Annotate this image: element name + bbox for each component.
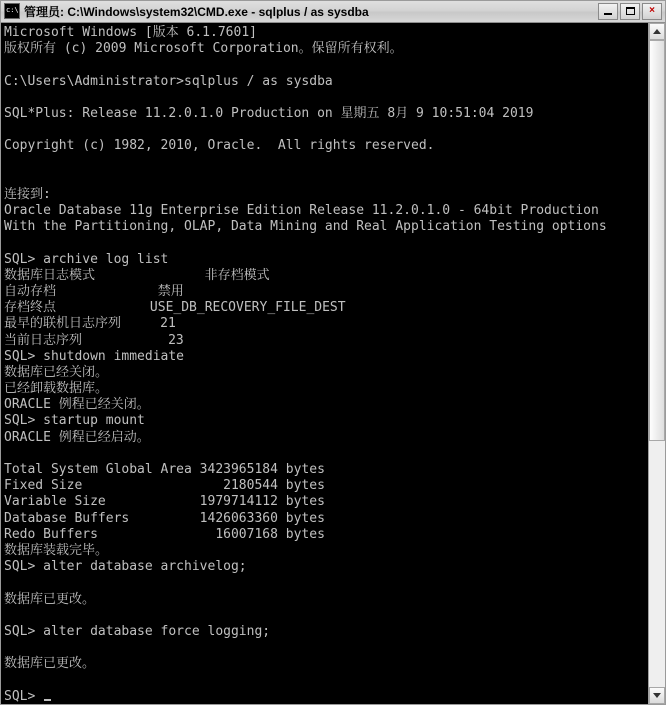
console-line [4,122,648,138]
console-line: 当前日志序列 23 [4,332,184,348]
maximize-icon [626,7,635,15]
window-title: 管理员: C:\Windows\system32\CMD.exe - sqlplus / as sysdba [24,4,369,19]
console-line: 数据库已经关闭。 [4,364,109,380]
console-line: Variable Size 1979714112 bytes [4,494,325,510]
console-line: Microsoft Windows [版本 6.1.7601] [4,24,257,40]
console-line: SQL> alter database archivelog; [4,559,247,575]
maximize-button[interactable] [620,3,640,20]
minimize-icon [604,13,612,15]
console-line: 数据库日志模式 非存档模式 [4,267,270,283]
scrollbar-track[interactable] [649,40,665,687]
console-line: SQL> [4,689,648,704]
console-line: 存档终点 USE_DB_RECOVERY_FILE_DEST [4,300,346,316]
console-line [4,446,648,462]
console-line: SQL> shutdown immediate [4,348,185,364]
window-titlebar[interactable] [1,1,665,23]
scroll-down-button[interactable] [649,687,665,704]
console-line [4,57,648,73]
console-line: 数据库已更改。 [4,656,96,672]
console-line: C:\Users\Administrator>sqlplus / as sysdba [4,73,333,89]
console-line: With the Partitioning, OLAP, Data Mining and Real Application Testing options [4,219,607,235]
console-line: 自动存档 禁用 [4,283,184,299]
scroll-up-button[interactable] [649,23,665,40]
console-line [4,90,648,106]
minimize-button[interactable] [598,3,618,20]
console-line [4,171,648,187]
close-button[interactable]: × [642,3,662,20]
text-cursor [44,699,51,701]
console-line: ORACLE 例程已经启动。 [4,429,150,445]
console-line [4,608,648,624]
console-line: Redo Buffers 16007168 bytes [4,526,325,542]
console-icon [4,3,20,19]
console-line: ORACLE 例程已经关闭。 [4,397,150,413]
console-line: 已经卸载数据库。 [4,381,109,397]
console-line [4,154,648,170]
chevron-down-icon [653,693,661,698]
console-line: Total System Global Area 3423965184 bytes [4,462,325,478]
console-line: SQL> archive log list [4,251,169,267]
console-line: Fixed Size 2180544 bytes [4,478,325,494]
scrollbar-thumb[interactable] [649,40,665,441]
console-line: SQL> alter database force logging; [4,623,271,639]
window-controls [598,3,663,20]
console-line: 最早的联机日志序列 21 [4,316,176,332]
console-line: Database Buffers 1426063360 bytes [4,510,325,526]
console-body [1,23,665,704]
console-line [4,235,648,251]
chevron-up-icon [653,29,661,34]
console-line: Oracle Database 11g Enterprise Edition Release 11.2.0.1.0 - 64bit Production [4,203,599,219]
console-line: Copyright (c) 1982, 2010, Oracle. All rights reserved. [4,138,435,154]
console-line [4,575,648,591]
console-line [4,640,648,656]
console-line: 数据库装载完毕。 [4,542,109,558]
console-line: SQL*Plus: Release 11.2.0.1.0 Production on 星期五 8月 9 10:51:04 2019 [4,105,534,121]
console-line [4,672,648,688]
console-line: 连接到: [4,186,51,202]
console-line: 数据库已更改。 [4,591,96,607]
console-line: SQL> startup mount [4,413,145,429]
vertical-scrollbar[interactable] [648,23,665,704]
console-output[interactable] [1,23,648,704]
console-line: 版权所有 (c) 2009 Microsoft Corporation。保留所有权利。 [4,41,403,57]
